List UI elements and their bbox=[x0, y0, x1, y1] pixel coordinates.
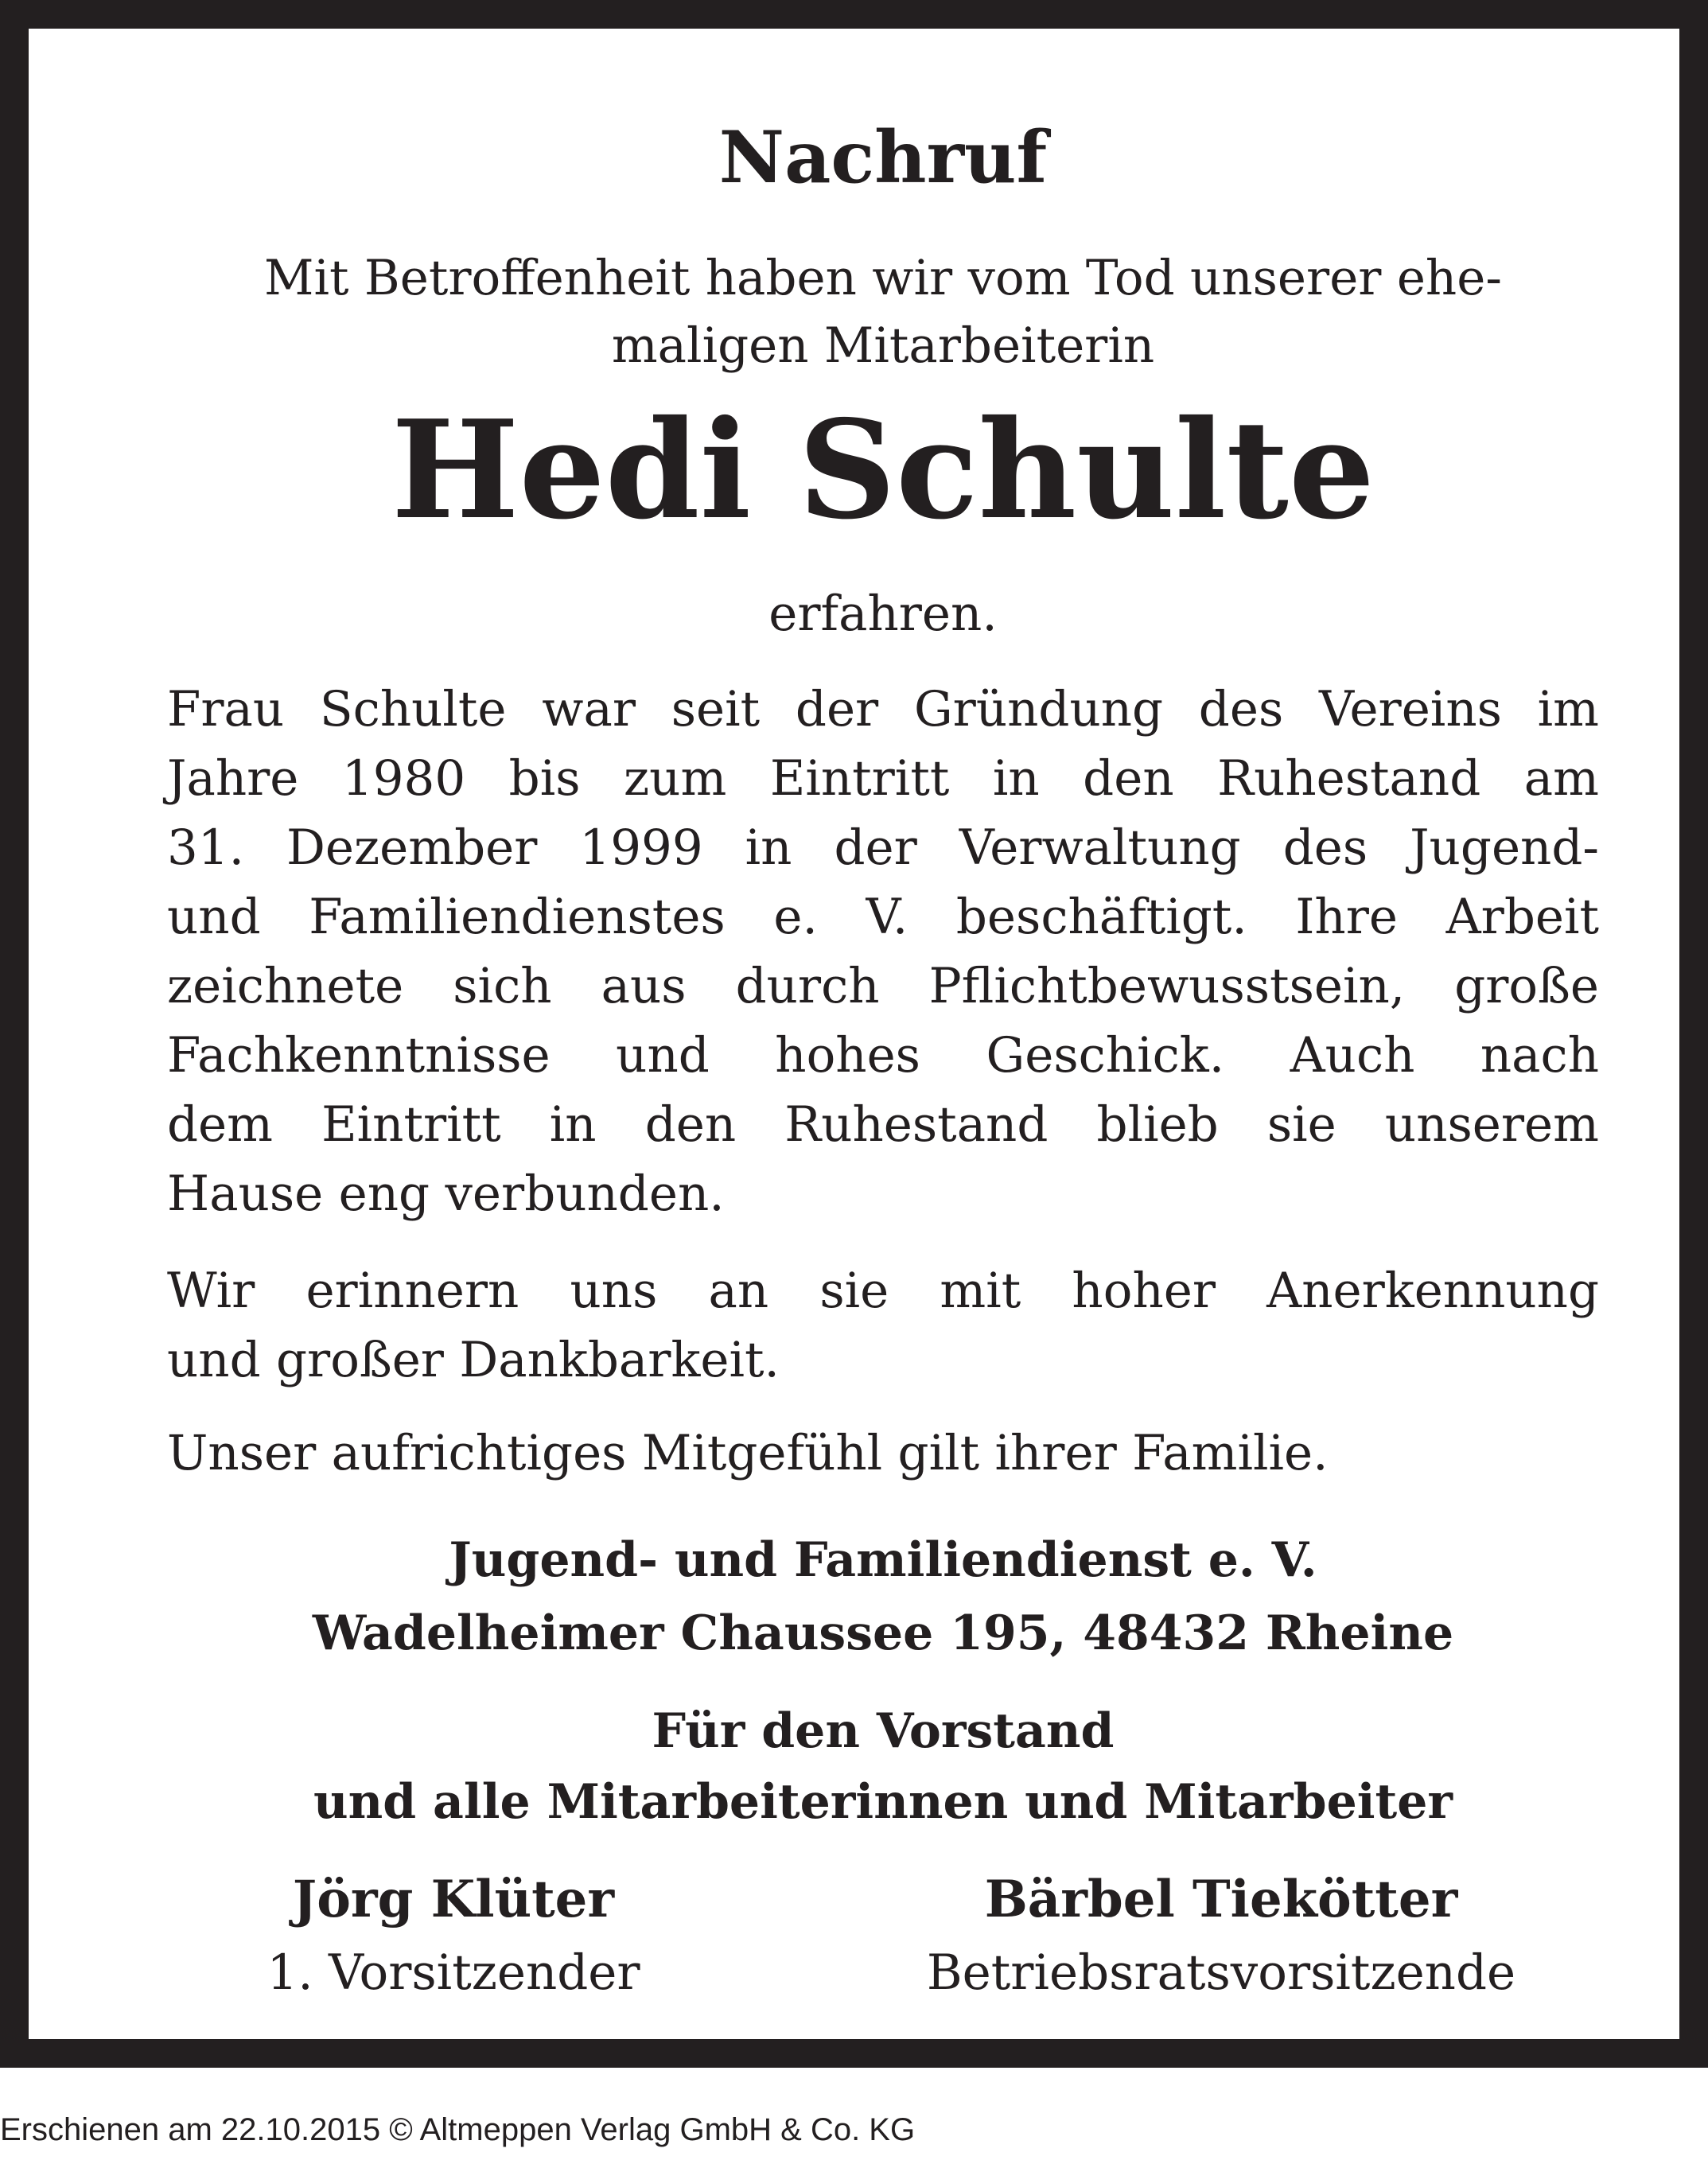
paragraph-1-line: dem Eintritt in den Ruhestand blieb sie unserem bbox=[167, 1096, 1599, 1153]
signatory-1-name: Jörg Klüter bbox=[292, 1870, 615, 1929]
signatory-2-role: Betriebsratsvorsitzende bbox=[926, 1944, 1516, 2001]
on-behalf-line-1: Für den Vorstand bbox=[652, 1703, 1115, 1759]
paragraph-1-line: und Familiendienstes e. V. beschäftigt. Ihre Arbeit bbox=[167, 889, 1599, 945]
paragraph-1-line: Hause eng verbunden. bbox=[167, 1166, 725, 1222]
obituary-title: Nachruf bbox=[718, 115, 1048, 200]
paragraph-2-line: Wir erinnern uns an sie mit hoher Anerkennung bbox=[167, 1263, 1599, 1319]
deceased-name: Hedi Schulte bbox=[391, 391, 1375, 550]
paragraph-1-line: Frau Schulte war seit der Gründung des Vereins im bbox=[167, 681, 1599, 738]
intro-line-2: maligen Mitarbeiterin bbox=[611, 317, 1155, 374]
organization-name: Jugend- und Familiendienst e. V. bbox=[449, 1532, 1317, 1588]
signatory-1-role: 1. Vorsitzender bbox=[267, 1944, 640, 2001]
paragraph-1-line: zeichnete sich aus durch Pflichtbewusstsein, große bbox=[167, 958, 1599, 1014]
paragraph-1-line: 31. Dezember 1999 in der Verwaltung des Jugend- bbox=[167, 819, 1599, 876]
after-name-text: erfahren. bbox=[768, 586, 998, 642]
on-behalf-line-2: und alle Mitarbeiterinnen und Mitarbeiter bbox=[313, 1774, 1453, 1830]
organization-address: Wadelheimer Chaussee 195, 48432 Rheine bbox=[312, 1605, 1454, 1661]
publication-footer: Erschienen am 22.10.2015 © Altmeppen Verlag GmbH & Co. KG bbox=[0, 2112, 916, 2147]
signatory-2-name: Bärbel Tiekötter bbox=[984, 1870, 1458, 1929]
paragraph-3: Unser aufrichtiges Mitgefühl gilt ihrer Familie. bbox=[167, 1425, 1329, 1481]
intro-line-1: Mit Betroffenheit haben wir vom Tod unserer ehe- bbox=[264, 250, 1502, 306]
paragraph-1-line: Fachkenntnisse und hohes Geschick. Auch nach bbox=[167, 1027, 1599, 1084]
paragraph-2-line: und großer Dankbarkeit. bbox=[167, 1332, 780, 1388]
paragraph-1-line: Jahre 1980 bis zum Eintritt in den Ruhestand am bbox=[167, 750, 1599, 807]
